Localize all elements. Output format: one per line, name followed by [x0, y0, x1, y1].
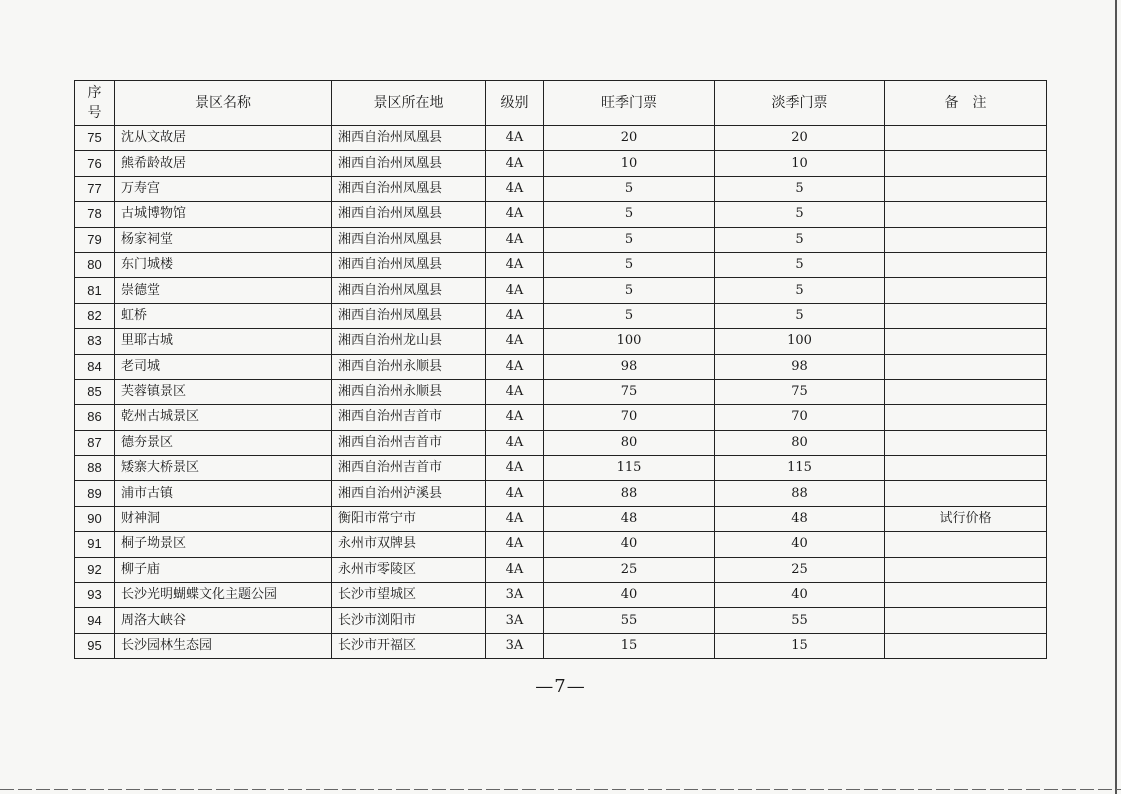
cell-peak-price: 25	[544, 557, 715, 582]
cell-location: 湘西自治州凤凰县	[332, 202, 486, 227]
table-row	[75, 176, 1047, 201]
cell-peak-price: 48	[544, 506, 715, 531]
cell-remarks	[885, 329, 1047, 354]
cell-level: 4A	[486, 456, 544, 481]
cell-location: 湘西自治州吉首市	[332, 456, 486, 481]
cell-name: 桐子坳景区	[115, 532, 332, 557]
cell-level: 4A	[486, 430, 544, 455]
cell-no: 88	[75, 456, 115, 481]
cell-name: 周洛大峡谷	[115, 608, 332, 633]
cell-level: 4A	[486, 151, 544, 176]
table-row	[75, 303, 1047, 328]
cell-peak-price: 98	[544, 354, 715, 379]
cell-level: 4A	[486, 202, 544, 227]
cell-remarks	[885, 151, 1047, 176]
cell-location: 湘西自治州永顺县	[332, 354, 486, 379]
cell-no: 80	[75, 252, 115, 277]
header-no-line1: 序	[87, 85, 102, 101]
cell-peak-price: 5	[544, 278, 715, 303]
cell-no: 76	[75, 151, 115, 176]
cell-level: 4A	[486, 278, 544, 303]
cell-level: 4A	[486, 481, 544, 506]
cell-peak-price: 75	[544, 379, 715, 404]
cell-peak-price: 5	[544, 176, 715, 201]
cell-no: 84	[75, 354, 115, 379]
cell-level: 4A	[486, 126, 544, 151]
cell-no: 83	[75, 329, 115, 354]
page-number	[0, 676, 1121, 697]
cell-location: 湘西自治州龙山县	[332, 329, 486, 354]
table-row	[75, 151, 1047, 176]
cell-remarks	[885, 608, 1047, 633]
cell-off-price: 70	[715, 405, 885, 430]
table-row	[75, 252, 1047, 277]
cell-level: 3A	[486, 583, 544, 608]
cell-location: 永州市零陵区	[332, 557, 486, 582]
cell-off-price: 5	[715, 278, 885, 303]
cell-name: 乾州古城景区	[115, 405, 332, 430]
cell-remarks	[885, 126, 1047, 151]
cell-level: 4A	[486, 354, 544, 379]
table-row	[75, 506, 1047, 531]
cell-peak-price: 115	[544, 456, 715, 481]
cell-level: 3A	[486, 608, 544, 633]
table-row	[75, 583, 1047, 608]
cell-off-price: 55	[715, 608, 885, 633]
cell-name: 芙蓉镇景区	[115, 379, 332, 404]
header-location: 景区所在地	[332, 81, 486, 126]
header-name: 景区名称	[115, 81, 332, 126]
header-remarks: 备 注	[885, 81, 1047, 126]
cell-location: 湘西自治州凤凰县	[332, 176, 486, 201]
cell-level: 4A	[486, 227, 544, 252]
table-row	[75, 633, 1047, 658]
cell-location: 湘西自治州永顺县	[332, 379, 486, 404]
cell-no: 87	[75, 430, 115, 455]
cell-peak-price: 10	[544, 151, 715, 176]
cell-peak-price: 70	[544, 405, 715, 430]
page-number-text: —7—	[535, 676, 586, 697]
cell-level: 4A	[486, 329, 544, 354]
cell-name: 长沙园林生态园	[115, 633, 332, 658]
cell-peak-price: 5	[544, 303, 715, 328]
cell-peak-price: 5	[544, 202, 715, 227]
scan-edge-right	[1115, 0, 1117, 794]
cell-peak-price: 88	[544, 481, 715, 506]
cell-no: 75	[75, 126, 115, 151]
cell-remarks	[885, 405, 1047, 430]
table-row	[75, 354, 1047, 379]
cell-name: 里耶古城	[115, 329, 332, 354]
cell-name: 东门城楼	[115, 252, 332, 277]
cell-location: 长沙市望城区	[332, 583, 486, 608]
cell-remarks	[885, 481, 1047, 506]
scan-edge-bottom	[0, 789, 1121, 790]
cell-no: 90	[75, 506, 115, 531]
cell-remarks	[885, 202, 1047, 227]
cell-no: 92	[75, 557, 115, 582]
cell-off-price: 5	[715, 303, 885, 328]
cell-name: 沈从文故居	[115, 126, 332, 151]
cell-off-price: 40	[715, 532, 885, 557]
cell-remarks	[885, 456, 1047, 481]
cell-no: 79	[75, 227, 115, 252]
cell-no: 81	[75, 278, 115, 303]
table-row	[75, 532, 1047, 557]
cell-off-price: 115	[715, 456, 885, 481]
cell-level: 3A	[486, 633, 544, 658]
cell-off-price: 10	[715, 151, 885, 176]
cell-name: 浦市古镇	[115, 481, 332, 506]
cell-no: 89	[75, 481, 115, 506]
cell-name: 财神洞	[115, 506, 332, 531]
cell-remarks	[885, 379, 1047, 404]
table-row	[75, 329, 1047, 354]
header-level: 级别	[486, 81, 544, 126]
cell-peak-price: 20	[544, 126, 715, 151]
cell-name: 崇德堂	[115, 278, 332, 303]
cell-off-price: 5	[715, 252, 885, 277]
cell-location: 湘西自治州凤凰县	[332, 151, 486, 176]
table-row	[75, 278, 1047, 303]
cell-name: 德夯景区	[115, 430, 332, 455]
cell-no: 93	[75, 583, 115, 608]
cell-peak-price: 40	[544, 532, 715, 557]
cell-off-price: 5	[715, 202, 885, 227]
cell-name: 万寿宫	[115, 176, 332, 201]
cell-location: 长沙市浏阳市	[332, 608, 486, 633]
cell-name: 古城博物馆	[115, 202, 332, 227]
cell-location: 永州市双牌县	[332, 532, 486, 557]
cell-name: 老司城	[115, 354, 332, 379]
cell-level: 4A	[486, 557, 544, 582]
cell-peak-price: 80	[544, 430, 715, 455]
cell-no: 91	[75, 532, 115, 557]
cell-remarks	[885, 583, 1047, 608]
cell-off-price: 80	[715, 430, 885, 455]
cell-off-price: 15	[715, 633, 885, 658]
cell-level: 4A	[486, 176, 544, 201]
cell-name: 矮寨大桥景区	[115, 456, 332, 481]
cell-location: 湘西自治州凤凰县	[332, 252, 486, 277]
table-row	[75, 405, 1047, 430]
cell-no: 82	[75, 303, 115, 328]
table-header-row	[75, 81, 1047, 126]
cell-peak-price: 100	[544, 329, 715, 354]
cell-peak-price: 5	[544, 227, 715, 252]
cell-remarks	[885, 278, 1047, 303]
cell-location: 湘西自治州凤凰县	[332, 303, 486, 328]
header-peak-price: 旺季门票	[544, 81, 715, 126]
table-row	[75, 227, 1047, 252]
header-no-line2: 号	[87, 105, 102, 121]
scenic-price-table	[74, 80, 1047, 659]
cell-location: 湘西自治州吉首市	[332, 430, 486, 455]
cell-off-price: 98	[715, 354, 885, 379]
cell-no: 77	[75, 176, 115, 201]
cell-off-price: 25	[715, 557, 885, 582]
cell-name: 柳子庙	[115, 557, 332, 582]
table-row	[75, 126, 1047, 151]
cell-remarks	[885, 557, 1047, 582]
cell-level: 4A	[486, 532, 544, 557]
table-row	[75, 430, 1047, 455]
cell-remarks	[885, 354, 1047, 379]
cell-level: 4A	[486, 405, 544, 430]
cell-off-price: 48	[715, 506, 885, 531]
cell-location: 长沙市开福区	[332, 633, 486, 658]
cell-no: 94	[75, 608, 115, 633]
cell-off-price: 88	[715, 481, 885, 506]
cell-level: 4A	[486, 252, 544, 277]
cell-remarks	[885, 430, 1047, 455]
cell-peak-price: 55	[544, 608, 715, 633]
cell-location: 湘西自治州吉首市	[332, 405, 486, 430]
cell-off-price: 5	[715, 176, 885, 201]
table-row	[75, 456, 1047, 481]
cell-name: 熊希龄故居	[115, 151, 332, 176]
cell-name: 虹桥	[115, 303, 332, 328]
header-no	[75, 81, 115, 126]
cell-remarks: 试行价格	[885, 506, 1047, 531]
cell-location: 湘西自治州凤凰县	[332, 126, 486, 151]
cell-off-price: 5	[715, 227, 885, 252]
cell-off-price: 100	[715, 329, 885, 354]
cell-level: 4A	[486, 379, 544, 404]
cell-location: 湘西自治州凤凰县	[332, 278, 486, 303]
cell-peak-price: 5	[544, 252, 715, 277]
table-row	[75, 379, 1047, 404]
table-row	[75, 202, 1047, 227]
cell-level: 4A	[486, 303, 544, 328]
table-row	[75, 481, 1047, 506]
cell-no: 86	[75, 405, 115, 430]
cell-remarks	[885, 176, 1047, 201]
cell-level: 4A	[486, 506, 544, 531]
cell-no: 78	[75, 202, 115, 227]
cell-name: 杨家祠堂	[115, 227, 332, 252]
cell-no: 95	[75, 633, 115, 658]
cell-location: 衡阳市常宁市	[332, 506, 486, 531]
cell-location: 湘西自治州泸溪县	[332, 481, 486, 506]
cell-remarks	[885, 532, 1047, 557]
table-row	[75, 557, 1047, 582]
cell-off-price: 40	[715, 583, 885, 608]
cell-name: 长沙光明蝴蝶文化主题公园	[115, 583, 332, 608]
cell-peak-price: 40	[544, 583, 715, 608]
cell-off-price: 20	[715, 126, 885, 151]
cell-peak-price: 15	[544, 633, 715, 658]
cell-remarks	[885, 252, 1047, 277]
cell-location: 湘西自治州凤凰县	[332, 227, 486, 252]
cell-off-price: 75	[715, 379, 885, 404]
cell-no: 85	[75, 379, 115, 404]
header-off-price: 淡季门票	[715, 81, 885, 126]
cell-remarks	[885, 633, 1047, 658]
cell-remarks	[885, 303, 1047, 328]
cell-remarks	[885, 227, 1047, 252]
table-row	[75, 608, 1047, 633]
